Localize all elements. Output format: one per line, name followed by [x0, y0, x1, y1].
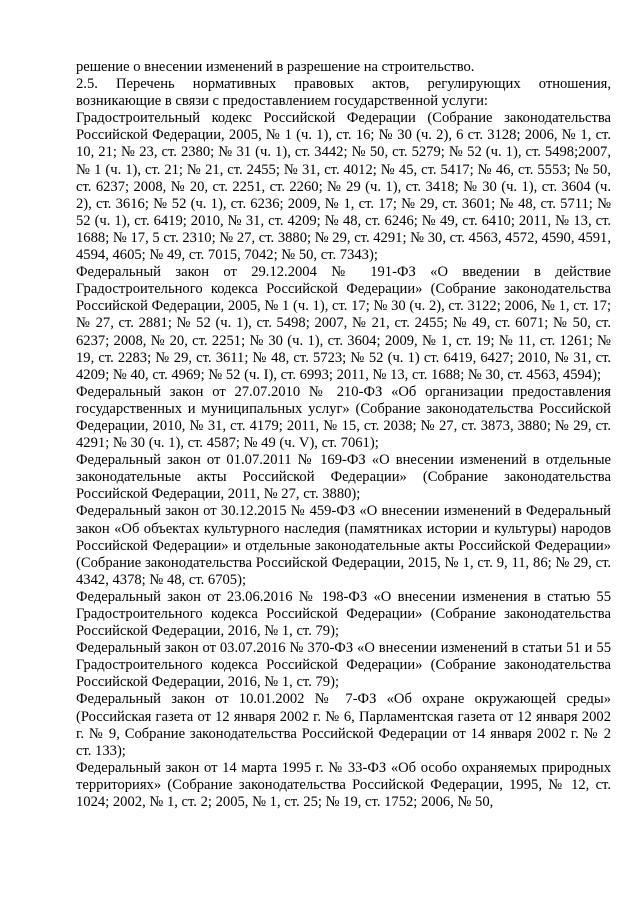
paragraph-permit-changes: решение о внесении изменений в разрешение на строительство.: [76, 59, 475, 75]
paragraph-urban-planning-code: Градостроительный кодекс Российской Федерации (Собрание законодательства Российской Федерации, 2005, № 1 (ч. 1), ст. 16; № 30 (ч. 2), 6 ст. 3128; 2006, № 1, ст. 10, 21; № 23, ст. 2380; № 31 (ч. 1), ст. 3442; № 50, ст. 5279; № 52 (ч. 1), ст. 5498;2007, № 1 (ч. 1), ст. 21; № 21, ст. 2455; № 31, ст. 4012; № 45, ст. 5417; № 46, ст. 5553; № 50, ст. 6237; 2008, № 20, ст. 2251, ст. 2260; № 29 (ч. 1), ст. 3418; № 30 (ч. 1), ст. 3604 (ч. 2), ст. 3616; № 52 (ч. 1), ст. 6236; 2009, № 1, ст. 17; № 29, ст. 3601; № 48, ст. 5711; № 52 (ч. 1), ст. 6419; 2010, № 31, ст. 4209; № 48, ст. 6246; № 49, ст. 6410; 2011, № 13, ст. 1688; № 17, 5 ст. 2310; № 27, ст. 3880; № 29, ст. 4291; № 30, ст. 4563, 4572, 4590, 4591, 4594, 4605; № 49, ст. 7015, 7042; № 50, ст. 7343);: [76, 110, 611, 264]
paragraph-law-191-fz: Федеральный закон от 29.12.2004 № 191-ФЗ «О введении в действие Градостроительного кодекса Российской Федерации» (Собрание законодательства Российской Федерации, 2005, № 1 (ч. 1), ст. 17; № 30 (ч. 2), ст. 3122; 2006, № 1, ст. 17; № 27, ст. 2881; № 52 (ч. 1), ст. 5498; 2007, № 21, ст. 2455; № 49, ст. 6071; № 50, ст. 6237; 2008, № 20, ст. 2251; № 30 (ч. 1), ст. 3604; 2009, № 1, ст. 19; № 11, ст. 1261; № 19, ст. 2283; № 29, ст. 3611; № 48, ст. 5723; № 52 (ч. 1) ст. 6419, 6427; 2010, № 31, ст. 4209; № 40, ст. 4969; № 52 (ч. I), ст. 6993; 2011, № 13, ст. 1688; № 30, ст. 4563, 4594);: [76, 264, 611, 383]
paragraph-law-198-fz: Федеральный закон от 23.06.2016 № 198-ФЗ «О внесении изменения в статью 55 Градостроительного кодекса Российской Федерации» (Собрание законодательства Российской Федерации, 2016, № 1, ст. 79);: [76, 588, 611, 640]
paragraph-law-169-fz: Федеральный закон от 01.07.2011 № 169-ФЗ «О внесении изменений в отдельные законодательные акты Российской Федерации» (Собрание законодательства Российской Федерации, 2011, № 27, ст. 3880);: [76, 452, 611, 503]
paragraph-law-210-fz: Федеральный закон от 27.07.2010 № 210-ФЗ «Об организации предоставления государственных и муниципальных услуг» (Собрание законодательства Российской Федерации, 2010, № 31, ст. 4179; 2011, № 15, ст. 2038; № 27, ст. 3873, 3880; № 29, ст. 4291; № 30 (ч. 1), ст. 4587; № 49 (ч. V), ст. 7061);: [76, 383, 611, 452]
paragraph-law-370-fz: Федеральный закон от 03.07.2016 № 370-ФЗ «О внесении изменений в статьи 51 и 55 Градостроительного кодекса Российской Федерации» (Собрание законодательства Российской Федерации, 2016, № 1, ст. 79);: [76, 640, 611, 691]
paragraph-law-459-fz: Федеральный закон от 30.12.2015 № 459-ФЗ «О внесении изменений в Федеральный закон «Об объектах культурного наследия (памятниках истории и культуры) народов Российской Федерации» и отдельные законодательные акты Российской Федерации» (Собрание законодательства Российской Федерации, 2015, № 1, ст. 9, 11, 86; № 29, ст. 4342, 4378; № 48, ст. 6705);: [76, 503, 611, 588]
paragraph-law-33-fz: Федеральный закон от 14 марта 1995 г. № 33-ФЗ «Об особо охраняемых природных территориях» (Собрание законодательства Российской Федерации, 1995, № 12, ст. 1024; 2002, № 1, ст. 2; 2005, № 1, ст. 25; № 19, ст. 1752; 2006, № 50,: [76, 759, 611, 811]
paragraph-section-2-5: 2.5. Перечень нормативных правовых актов, регулирующих отношения, возникающие в связи с предоставлением государственной услуги:: [76, 76, 611, 110]
paragraph-law-7-fz: Федеральный закон от 10.01.2002 № 7-ФЗ «Об охране окружающей среды» (Российская газета от 12 января 2002 г. № 6, Парламентская газета от 12 января 2002 г. № 9, Собрание законодательства Российской Федерации от 14 января 2002 г. № 2 ст. 133);: [76, 691, 611, 759]
document-page: [76, 59, 611, 811]
